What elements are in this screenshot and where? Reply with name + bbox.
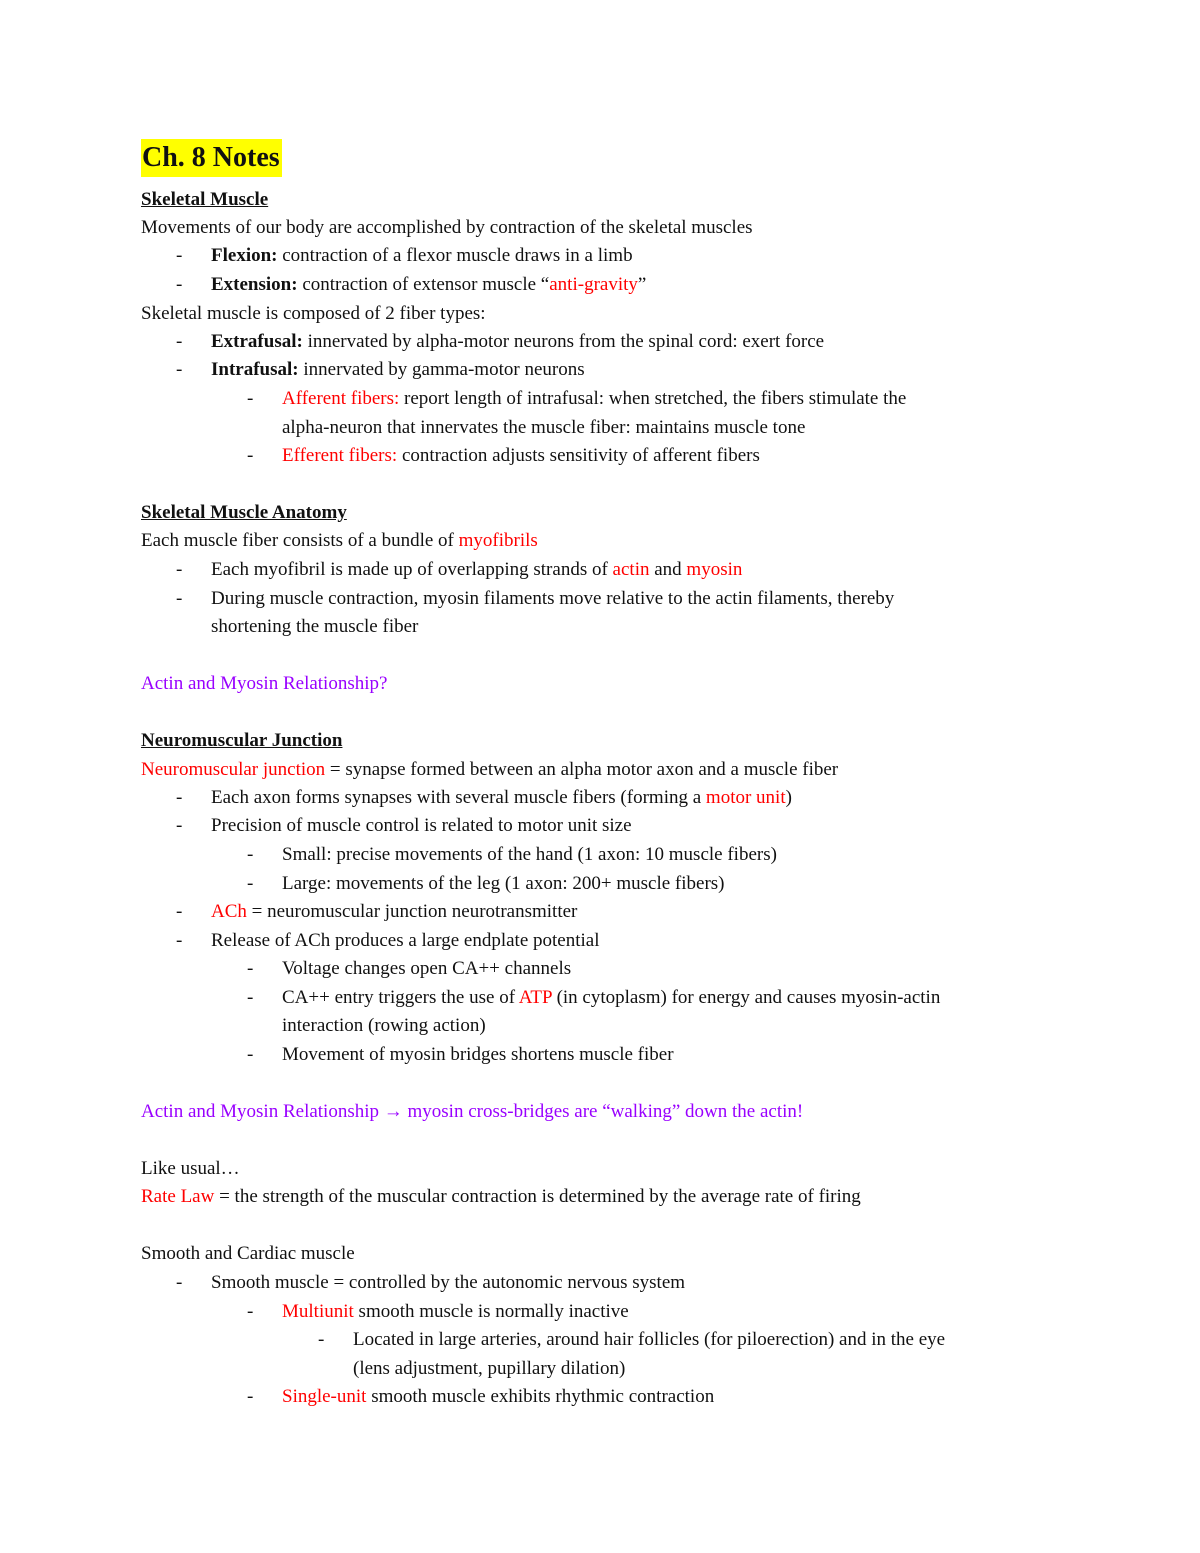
dash: - — [176, 588, 183, 609]
single-unit-term: Single-unit — [282, 1386, 367, 1407]
voltage-line: Voltage changes open CA++ channels — [282, 958, 572, 979]
precision-line: Precision of muscle control is related to motor unit size — [211, 815, 632, 836]
release-ach-line: Release of ACh produces a large endplate potential — [211, 930, 600, 951]
contraction-line: During muscle contraction, myosin filaments move relative to the actin filaments, thereby — [211, 588, 895, 609]
dash: - — [318, 1329, 325, 1350]
dash: - — [176, 274, 183, 295]
ach-line: ACh = neuromuscular junction neurotransmitter — [211, 901, 578, 922]
large-movements-line: Large: movements of the leg (1 axon: 200+ muscle fibers) — [282, 873, 725, 894]
heading-neuromuscular-junction: Neuromuscular Junction — [141, 730, 343, 751]
dash: - — [247, 1386, 254, 1407]
flexion-term: Flexion: — [211, 245, 278, 266]
efferent-line: Efferent fibers: contraction adjusts sensitivity of afferent fibers — [282, 445, 760, 466]
axon-synapses-line: Each axon forms synapses with several muscle fibers (forming a motor unit) — [211, 787, 792, 808]
extension-line: Extension: contraction of extensor muscle “anti-gravity” — [211, 274, 647, 295]
multiunit-line: Multiunit smooth muscle is normally inactive — [282, 1301, 629, 1322]
dash: - — [247, 1301, 254, 1322]
myofibrils-term: myofibrils — [458, 530, 538, 551]
nmj-term: Neuromuscular junction — [141, 759, 326, 780]
heading-smooth-cardiac: Smooth and Cardiac muscle — [141, 1243, 355, 1264]
dash: - — [247, 445, 254, 466]
dash: - — [176, 245, 183, 266]
myosin-bridges-line: Movement of myosin bridges shortens muscle fiber — [282, 1044, 674, 1065]
page-title: Ch. 8 Notes — [141, 139, 282, 177]
intrafusal-line: Intrafusal: innervated by gamma-motor neurons — [211, 359, 585, 380]
actin-term: actin — [612, 559, 650, 580]
dash: - — [247, 1044, 254, 1065]
rate-law-line: Rate Law = the strength of the muscular contraction is determined by the average rate of firing — [141, 1186, 861, 1207]
dash: - — [176, 815, 183, 836]
dash: - — [247, 987, 254, 1008]
ach-term: ACh — [211, 901, 247, 922]
multiunit-term: Multiunit — [282, 1301, 354, 1322]
myofibril-line: Each myofibril is made up of overlapping strands of actin and myosin — [211, 559, 743, 580]
small-movements-line: Small: precise movements of the hand (1 axon: 10 muscle fibers) — [282, 844, 777, 865]
anatomy-intro: Each muscle fiber consists of a bundle of myofibrils — [141, 530, 538, 551]
intrafusal-term: Intrafusal: — [211, 359, 299, 380]
myosin-term: myosin — [686, 559, 743, 580]
dash: - — [176, 787, 183, 808]
extension-term: Extension: — [211, 274, 298, 295]
ca-entry-line: CA++ entry triggers the use of ATP (in cytoplasm) for energy and causes myosin-actin — [282, 987, 941, 1008]
afferent-term: Afferent fibers: — [282, 388, 400, 409]
dash: - — [247, 844, 254, 865]
extrafusal-line: Extrafusal: innervated by alpha-motor neurons from the spinal cord: exert force — [211, 331, 825, 352]
dash: - — [247, 958, 254, 979]
flexion-line: Flexion: contraction of a flexor muscle draws in a limb — [211, 245, 633, 266]
dash: - — [176, 901, 183, 922]
skeletal-intro: Movements of our body are accomplished by contraction of the skeletal muscles — [141, 217, 753, 238]
located-line: Located in large arteries, around hair follicles (for piloerection) and in the eye — [353, 1329, 946, 1350]
question-actin-myosin: Actin and Myosin Relationship? — [141, 673, 388, 694]
dash: - — [247, 873, 254, 894]
fiber-types-intro: Skeletal muscle is composed of 2 fiber types: — [141, 303, 486, 324]
afferent-line: Afferent fibers: report length of intrafusal: when stretched, the fibers stimulate the — [282, 388, 907, 409]
efferent-term: Efferent fibers: — [282, 445, 398, 466]
located-line-cont: (lens adjustment, pupillary dilation) — [353, 1358, 626, 1379]
single-unit-line: Single-unit smooth muscle exhibits rhythmic contraction — [282, 1386, 715, 1407]
contraction-line-cont: shortening the muscle fiber — [211, 616, 419, 637]
rate-law-term: Rate Law — [141, 1186, 215, 1207]
dash: - — [176, 930, 183, 951]
dash: - — [176, 359, 183, 380]
smooth-muscle-line: Smooth muscle = controlled by the autonomic nervous system — [211, 1272, 686, 1293]
dash: - — [176, 331, 183, 352]
afferent-line-cont: alpha-neuron that innervates the muscle fiber: maintains muscle tone — [282, 417, 806, 438]
dash: - — [247, 388, 254, 409]
dash: - — [176, 559, 183, 580]
ca-entry-line-cont: interaction (rowing action) — [282, 1015, 486, 1036]
heading-skeletal-muscle: Skeletal Muscle — [141, 189, 269, 210]
anti-gravity-term: anti-gravity — [549, 274, 638, 295]
nmj-definition: Neuromuscular junction = synapse formed between an alpha motor axon and a muscle fiber — [141, 759, 839, 780]
motor-unit-term: motor unit — [705, 787, 786, 808]
like-usual: Like usual… — [141, 1158, 240, 1179]
extrafusal-term: Extrafusal: — [211, 331, 303, 352]
dash: - — [176, 1272, 183, 1293]
heading-skeletal-muscle-anatomy: Skeletal Muscle Anatomy — [141, 502, 347, 523]
atp-term: ATP — [518, 987, 552, 1008]
answer-actin-myosin: Actin and Myosin Relationship → myosin cross-bridges are “walking” down the actin! — [141, 1101, 804, 1122]
